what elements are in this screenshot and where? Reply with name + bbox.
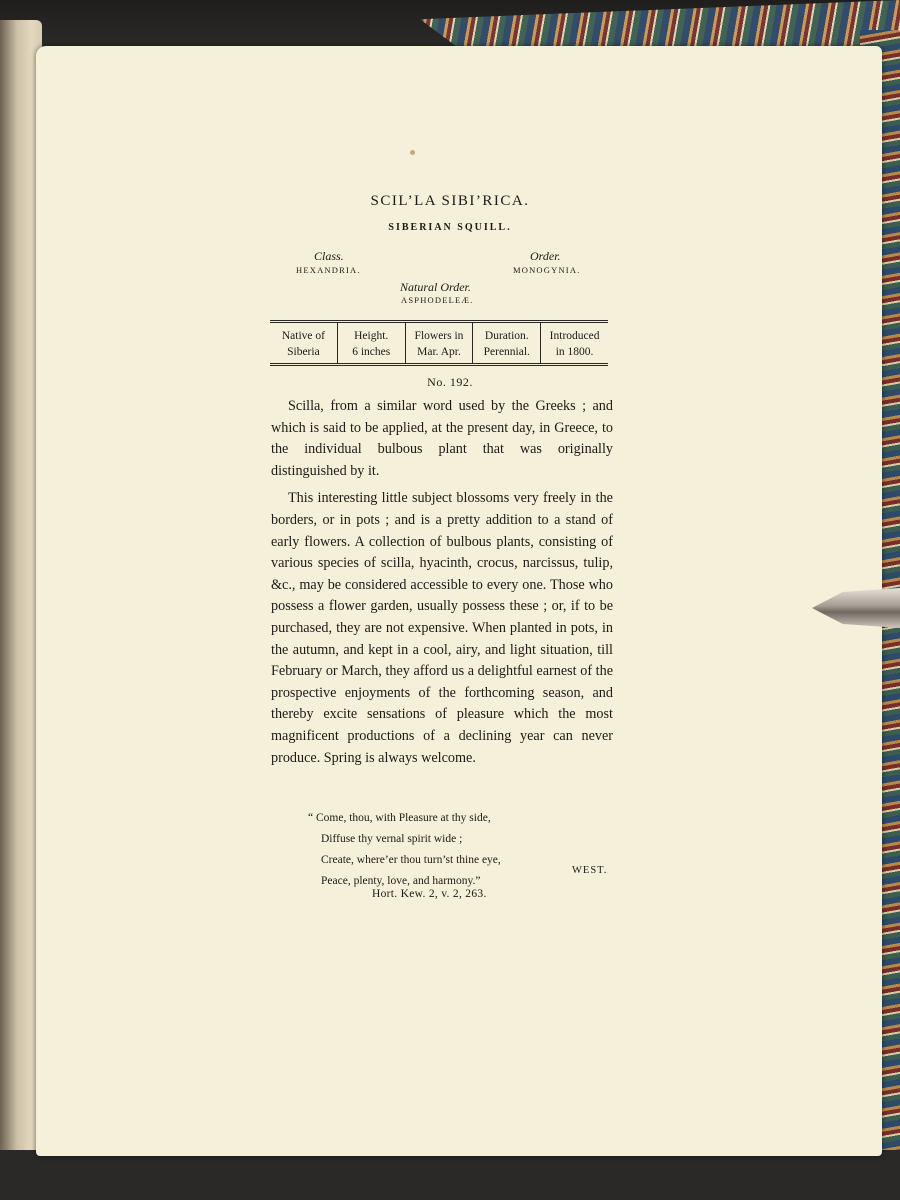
info-cell-header: Native of: [281, 330, 325, 342]
info-cell-header: Duration.: [484, 330, 529, 342]
poem-line: Peace, plenty, love, and harmony.”: [321, 875, 481, 887]
reference-citation: Hort. Kew. 2, v. 2, 263.: [372, 888, 487, 900]
info-cell-value: Siberia: [287, 346, 320, 358]
plate-number: No. 192.: [427, 375, 473, 389]
info-cell-duration: [473, 323, 541, 363]
info-cell-value: 6 inches: [352, 346, 391, 358]
poem-line: Create, where’er thou turn’st thine eye,: [321, 854, 501, 866]
foxing-spot: [410, 150, 415, 155]
info-cell-value: Mar. Apr.: [417, 346, 461, 358]
info-cell-height: [338, 323, 406, 363]
class-label: Class.: [314, 249, 344, 263]
info-table: [270, 320, 608, 366]
order-label: Order.: [530, 249, 561, 263]
natural-order-value: ASPHODELEÆ.: [401, 295, 474, 305]
info-cell-value: in 1800.: [555, 346, 594, 358]
paragraph: Scilla, from a similar word used by the Greeks ; and which is said to be applied, at the present day, in Greece, to the individual bulbous plant that was originally distinguished by it.: [271, 398, 613, 479]
poem-author: WEST.: [572, 865, 608, 876]
body-text: [271, 396, 613, 775]
info-cell-introduced: [541, 323, 608, 363]
info-cell-flowers: [406, 323, 474, 363]
plant-title: SCIL’LA SIBI’RICA.: [370, 193, 530, 209]
class-value: HEXANDRIA.: [296, 265, 361, 275]
background-bottom: [0, 1150, 900, 1200]
common-name: SIBERIAN SQUILL.: [388, 222, 512, 233]
poem-quote: [305, 808, 615, 892]
info-cell-value: Perennial.: [483, 346, 530, 358]
poem-line: “ Come, thou, with Pleasure at thy side,: [308, 812, 491, 824]
poem-line: Diffuse thy vernal spirit wide ;: [321, 833, 463, 845]
info-cell-header: Introduced: [549, 330, 600, 342]
info-cell-native: [270, 323, 338, 363]
info-cell-header: Height.: [354, 330, 389, 342]
natural-order-label: Natural Order.: [400, 280, 471, 294]
info-cell-header: Flowers in: [414, 330, 464, 342]
paragraph: This interesting little subject blossoms very freely in the borders, or in pots ; and is a pretty addition to a stand of early flowers. A collection of bulbous plants, consisting of various species of scilla, hyacinth, crocus, narcissus, tulip, &c., may be considered accessible to every one. Those who possess a flower garden, usually possess these ; or, if to be purchased, they are not expensive. When planted in pots, in the autumn, and kept in a cool, airy, and light situation, till February or March, they afford us a delightful earnest of the prospective enjoyments of the forthcoming season, and thereby excite sensations of pleasure which the most magnificent productions of a declining year can never produce. Spring is always welcome.: [271, 490, 613, 766]
order-value: MONOGYNIA.: [513, 265, 581, 275]
